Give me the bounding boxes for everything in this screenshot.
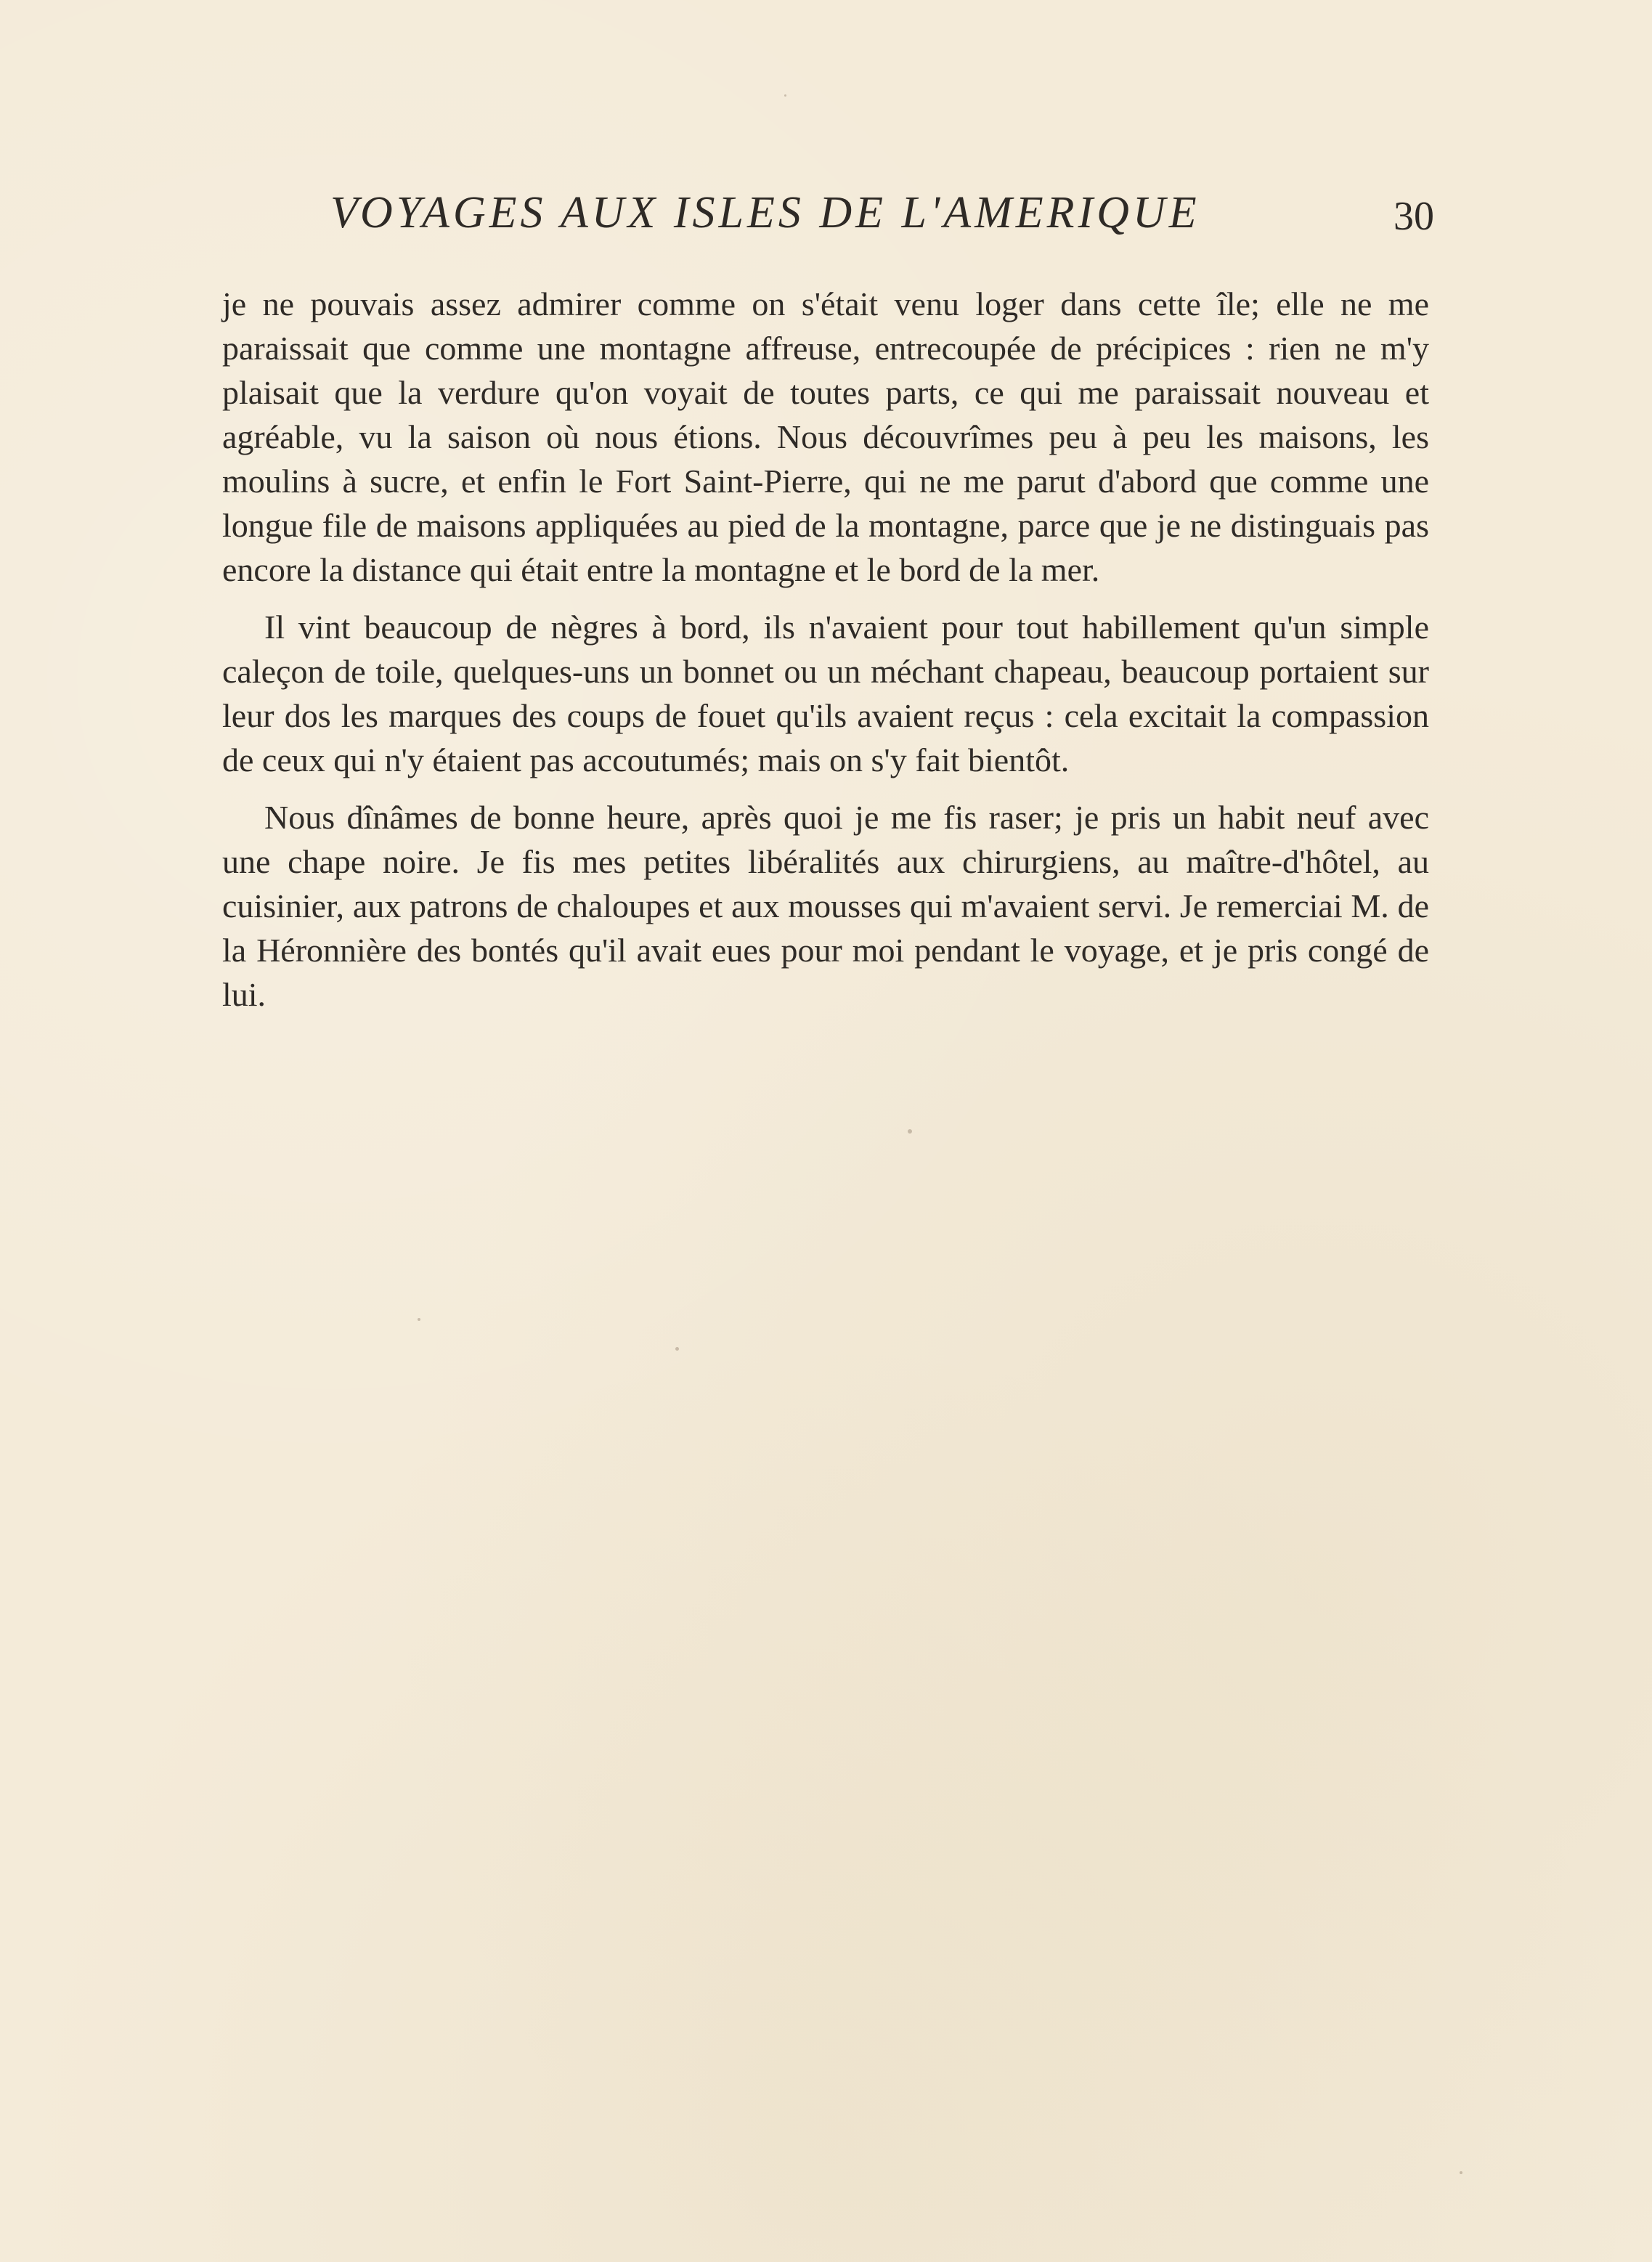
running-title: VOYAGES AUX ISLES DE L'AMERIQUE [330, 188, 1200, 237]
paper-speck [784, 94, 786, 97]
page-number: 30 [1393, 194, 1434, 239]
paper-speck [1460, 2171, 1462, 2174]
body-text [222, 282, 1429, 1030]
paragraph-2: Il vint beaucoup de nègres à bord, ils n'avaient pour tout habillement qu'un simple caleçon de toile, quelques-uns un bonnet ou un méchant chapeau, beaucoup portaient sur leur dos les marques des coups de fouet qu'ils avaient reçus : cela excitait la compassion de ceux qui n'y étaient pas accoutumés; mais on s'y fait bientôt. [222, 609, 1429, 778]
running-head [330, 187, 1434, 245]
paper-speck [418, 1318, 420, 1321]
paper-speck [908, 1129, 912, 1134]
paragraph-1: je ne pouvais assez admirer comme on s'était venu loger dans cette île; elle ne me paraissait que comme une montagne affreuse, entrecoupée de précipices : rien ne m'y plaisait que la verdure qu'on voyait de toutes parts, ce qui me paraissait nouveau et agréable, vu la saison où nous étions. Nous découvrîmes peu à peu les maisons, les moulins à sucre, et enfin le Fort Saint-Pierre, qui ne me parut d'abord que comme une longue file de maisons appliquées au pied de la montagne, parce que je ne distinguais pas encore la distance qui était entre la montagne et le bord de la mer. [222, 285, 1429, 588]
paper-speck [675, 1347, 679, 1351]
paragraph-3: Nous dînâmes de bonne heure, après quoi je me fis raser; je pris un habit neuf avec une chape noire. Je fis mes petites libéralités aux chirurgiens, au maître-d'hôtel, au cuisinier, aux patrons de chaloupes et aux mousses qui m'avaient servi. Je remerciai M. de la Héronnière des bontés qu'il avait eues pour moi pendant le voyage, et je pris congé de lui. [222, 799, 1429, 1013]
